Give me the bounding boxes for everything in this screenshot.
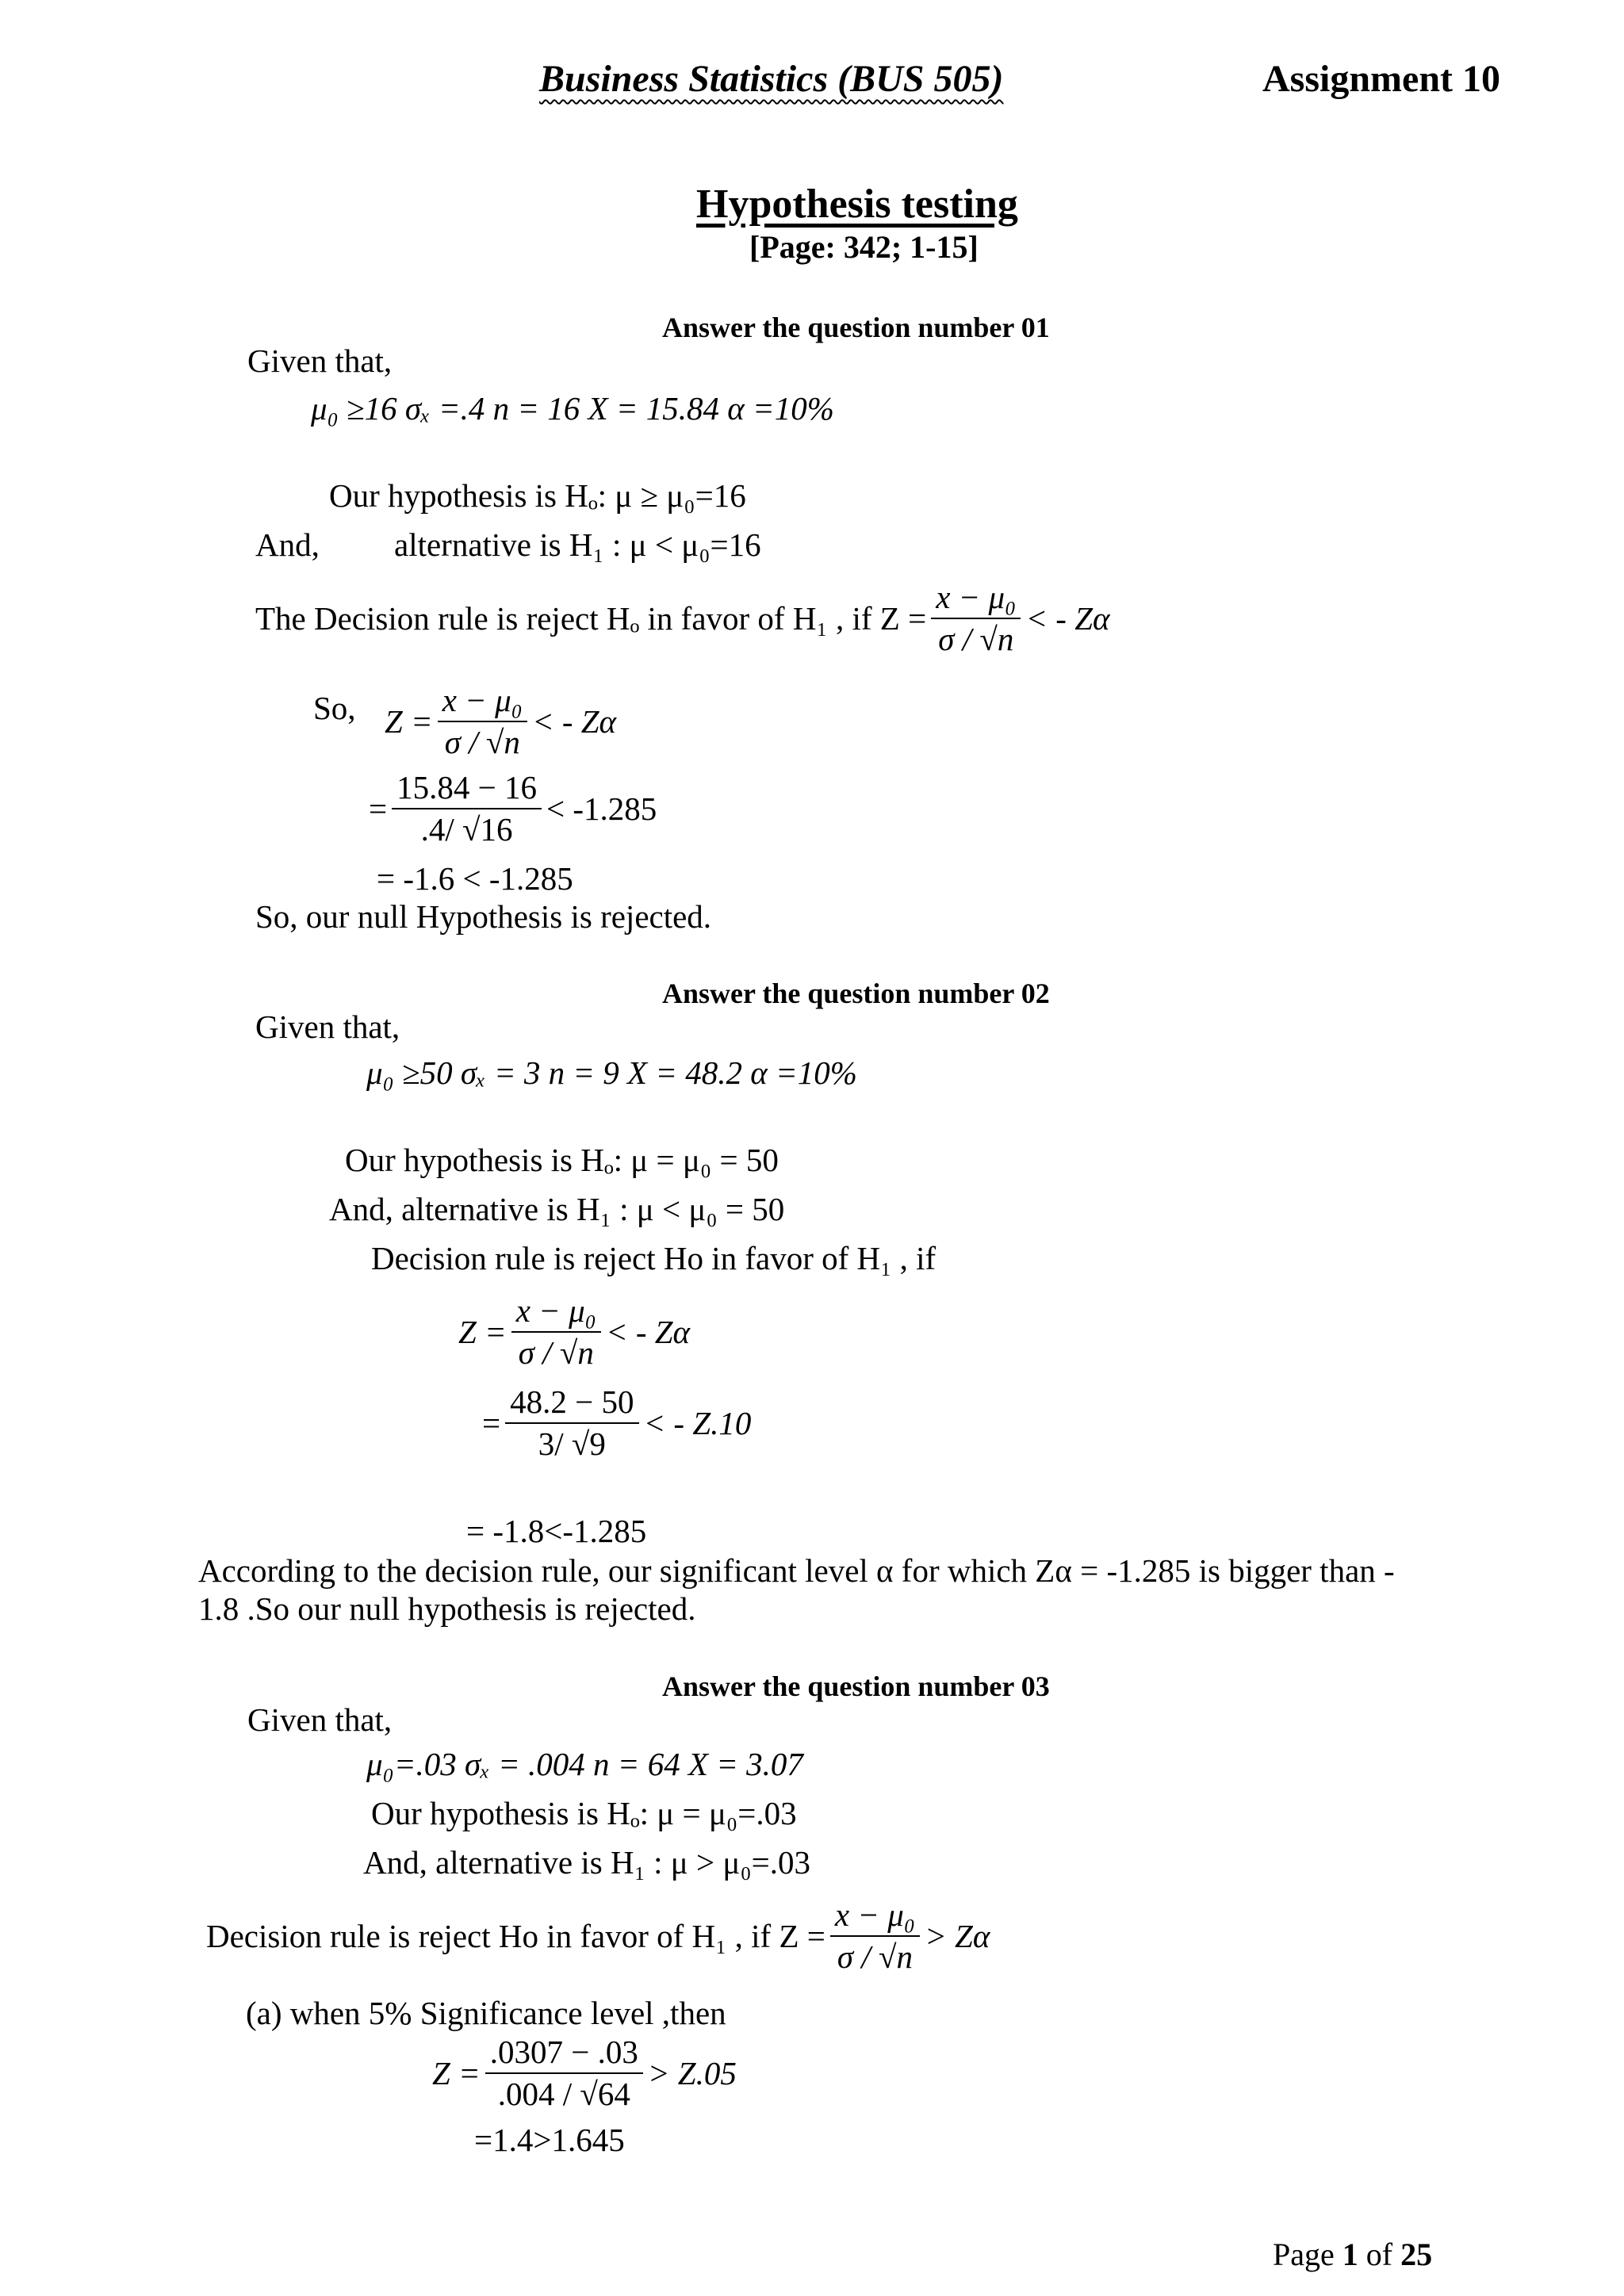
q2-z-fraction [511,1292,601,1372]
course-title: Business Statistics (BUS 505) [539,58,1004,100]
q2-given: Given that, [255,1008,400,1045]
q2-result: = -1.8<-1.285 [466,1513,647,1549]
q2-heading: Answer the question number 02 [662,978,1050,1009]
fraction-numerator: x − μ₀ [931,579,1021,619]
q1-z-tail: < - Zα [531,702,617,740]
q1-substitution [369,769,657,848]
q3-rule-text: Decision rule is reject Ho in favor of H₁ , if Z = [206,1917,825,1954]
q2-conclusion-line1: According to the decision rule, our significant level α for which Zα = -1.285 is bigger than - [198,1552,1395,1589]
q3-hypothesis: Our hypothesis is Hₒ: μ = μ₀=.03 [371,1795,797,1831]
q1-so: So, [313,690,356,726]
assignment-label: Assignment 10 [1262,58,1501,100]
q1-and: And, [255,526,320,563]
q3-rule-tail: > Zα [925,1917,990,1954]
q1-rule-fraction [931,579,1021,658]
q1-result: = -1.6 < -1.285 [377,860,573,897]
q1-z-formula [385,682,616,761]
page-number [1273,2236,1432,2273]
q1-hypothesis: Our hypothesis is Hₒ: μ ≥ μ₀=16 [329,477,746,514]
fraction-numerator: .0307 − .03 [485,2034,643,2074]
q1-conclusion: So, our null Hypothesis is rejected. [255,898,712,935]
q1-decision-rule [255,579,1110,658]
q3-decision-rule [206,1896,990,1976]
fraction-denominator: σ / √n [444,724,520,761]
page-of: of [1358,2237,1401,2272]
fraction-denominator: .004 / √64 [497,2076,630,2113]
q2-z-tail: < - Zα [605,1313,691,1350]
q2-sub-tail: < - Z.10 [643,1404,752,1441]
q3-z-eq: Z = [432,2054,481,2091]
q3-heading: Answer the question number 03 [662,1670,1050,1702]
fraction-numerator: x − μ₀ [830,1896,920,1937]
page-total: 25 [1400,2237,1433,2272]
q2-z-eq: Z = [458,1313,507,1350]
q3-z-calc [432,2034,737,2113]
fraction-numerator: x − μ₀ [438,682,527,722]
q1-sub-tail: < -1.285 [546,790,657,827]
q1-rule-text: The Decision rule is reject Hₒ in favor of H₁ , if Z = [255,599,927,637]
page-subtitle: [Page: 342; 1-15] [749,229,979,265]
fraction-denominator: σ / √n [938,621,1014,658]
fraction-numerator: x − μ₀ [511,1292,601,1333]
q1-values: μ₀ ≥16 σₓ =.4 n = 16 X = 15.84 α =10% [311,390,834,427]
fraction-denominator: σ / √n [837,1938,914,1976]
page-current: 1 [1342,2237,1358,2272]
q2-substitution [482,1383,751,1463]
q3-rule-fraction [830,1896,920,1976]
q1-heading: Answer the question number 01 [662,312,1050,343]
q2-alternative: And, alternative is H₁ : μ < μ₀ = 50 [329,1191,785,1227]
q1-sub-fraction [392,769,542,848]
q3-result-a: =1.4>1.645 [474,2122,625,2158]
q3-calc-fraction [485,2034,643,2113]
q2-values: μ₀ ≥50 σₓ = 3 n = 9 X = 48.2 α =10% [366,1054,857,1091]
fraction-denominator: σ / √n [518,1334,594,1372]
page-prefix: Page [1273,2237,1342,2272]
q1-z-eq: Z = [385,702,433,740]
q3-given: Given that, [247,1701,393,1738]
q3-part-a: (a) when 5% Significance level ,then [246,1995,726,2031]
equals-sign: = [369,790,388,827]
q2-z-formula [458,1292,690,1372]
q2-conclusion-line2: 1.8 .So our null hypothesis is rejected. [198,1590,696,1627]
page-title: Hypothesis testing [696,182,1018,227]
q2-sub-fraction [505,1383,638,1463]
q3-alternative: And, alternative is H₁ : μ > μ₀=.03 [363,1844,811,1881]
q2-hypothesis: Our hypothesis is Hₒ: μ = μ₀ = 50 [345,1142,779,1178]
q3-calc-tail: > Z.05 [647,2054,737,2091]
fraction-denominator: .4/ √16 [420,811,513,848]
q1-alternative: alternative is H₁ : μ < μ₀=16 [394,526,761,563]
fraction-numerator: 48.2 − 50 [505,1383,638,1424]
q1-rule-tail: < - Zα [1025,599,1110,637]
fraction-numerator: 15.84 − 16 [392,769,542,809]
q3-values: μ₀=.03 σₓ = .004 n = 64 X = 3.07 [366,1746,803,1782]
q1-given: Given that, [247,342,393,379]
q2-decision-rule: Decision rule is reject Ho in favor of H₁ , if [371,1240,936,1276]
q1-z-fraction [438,682,527,761]
fraction-denominator: 3/ √9 [538,1425,606,1463]
equals-sign: = [482,1404,501,1441]
